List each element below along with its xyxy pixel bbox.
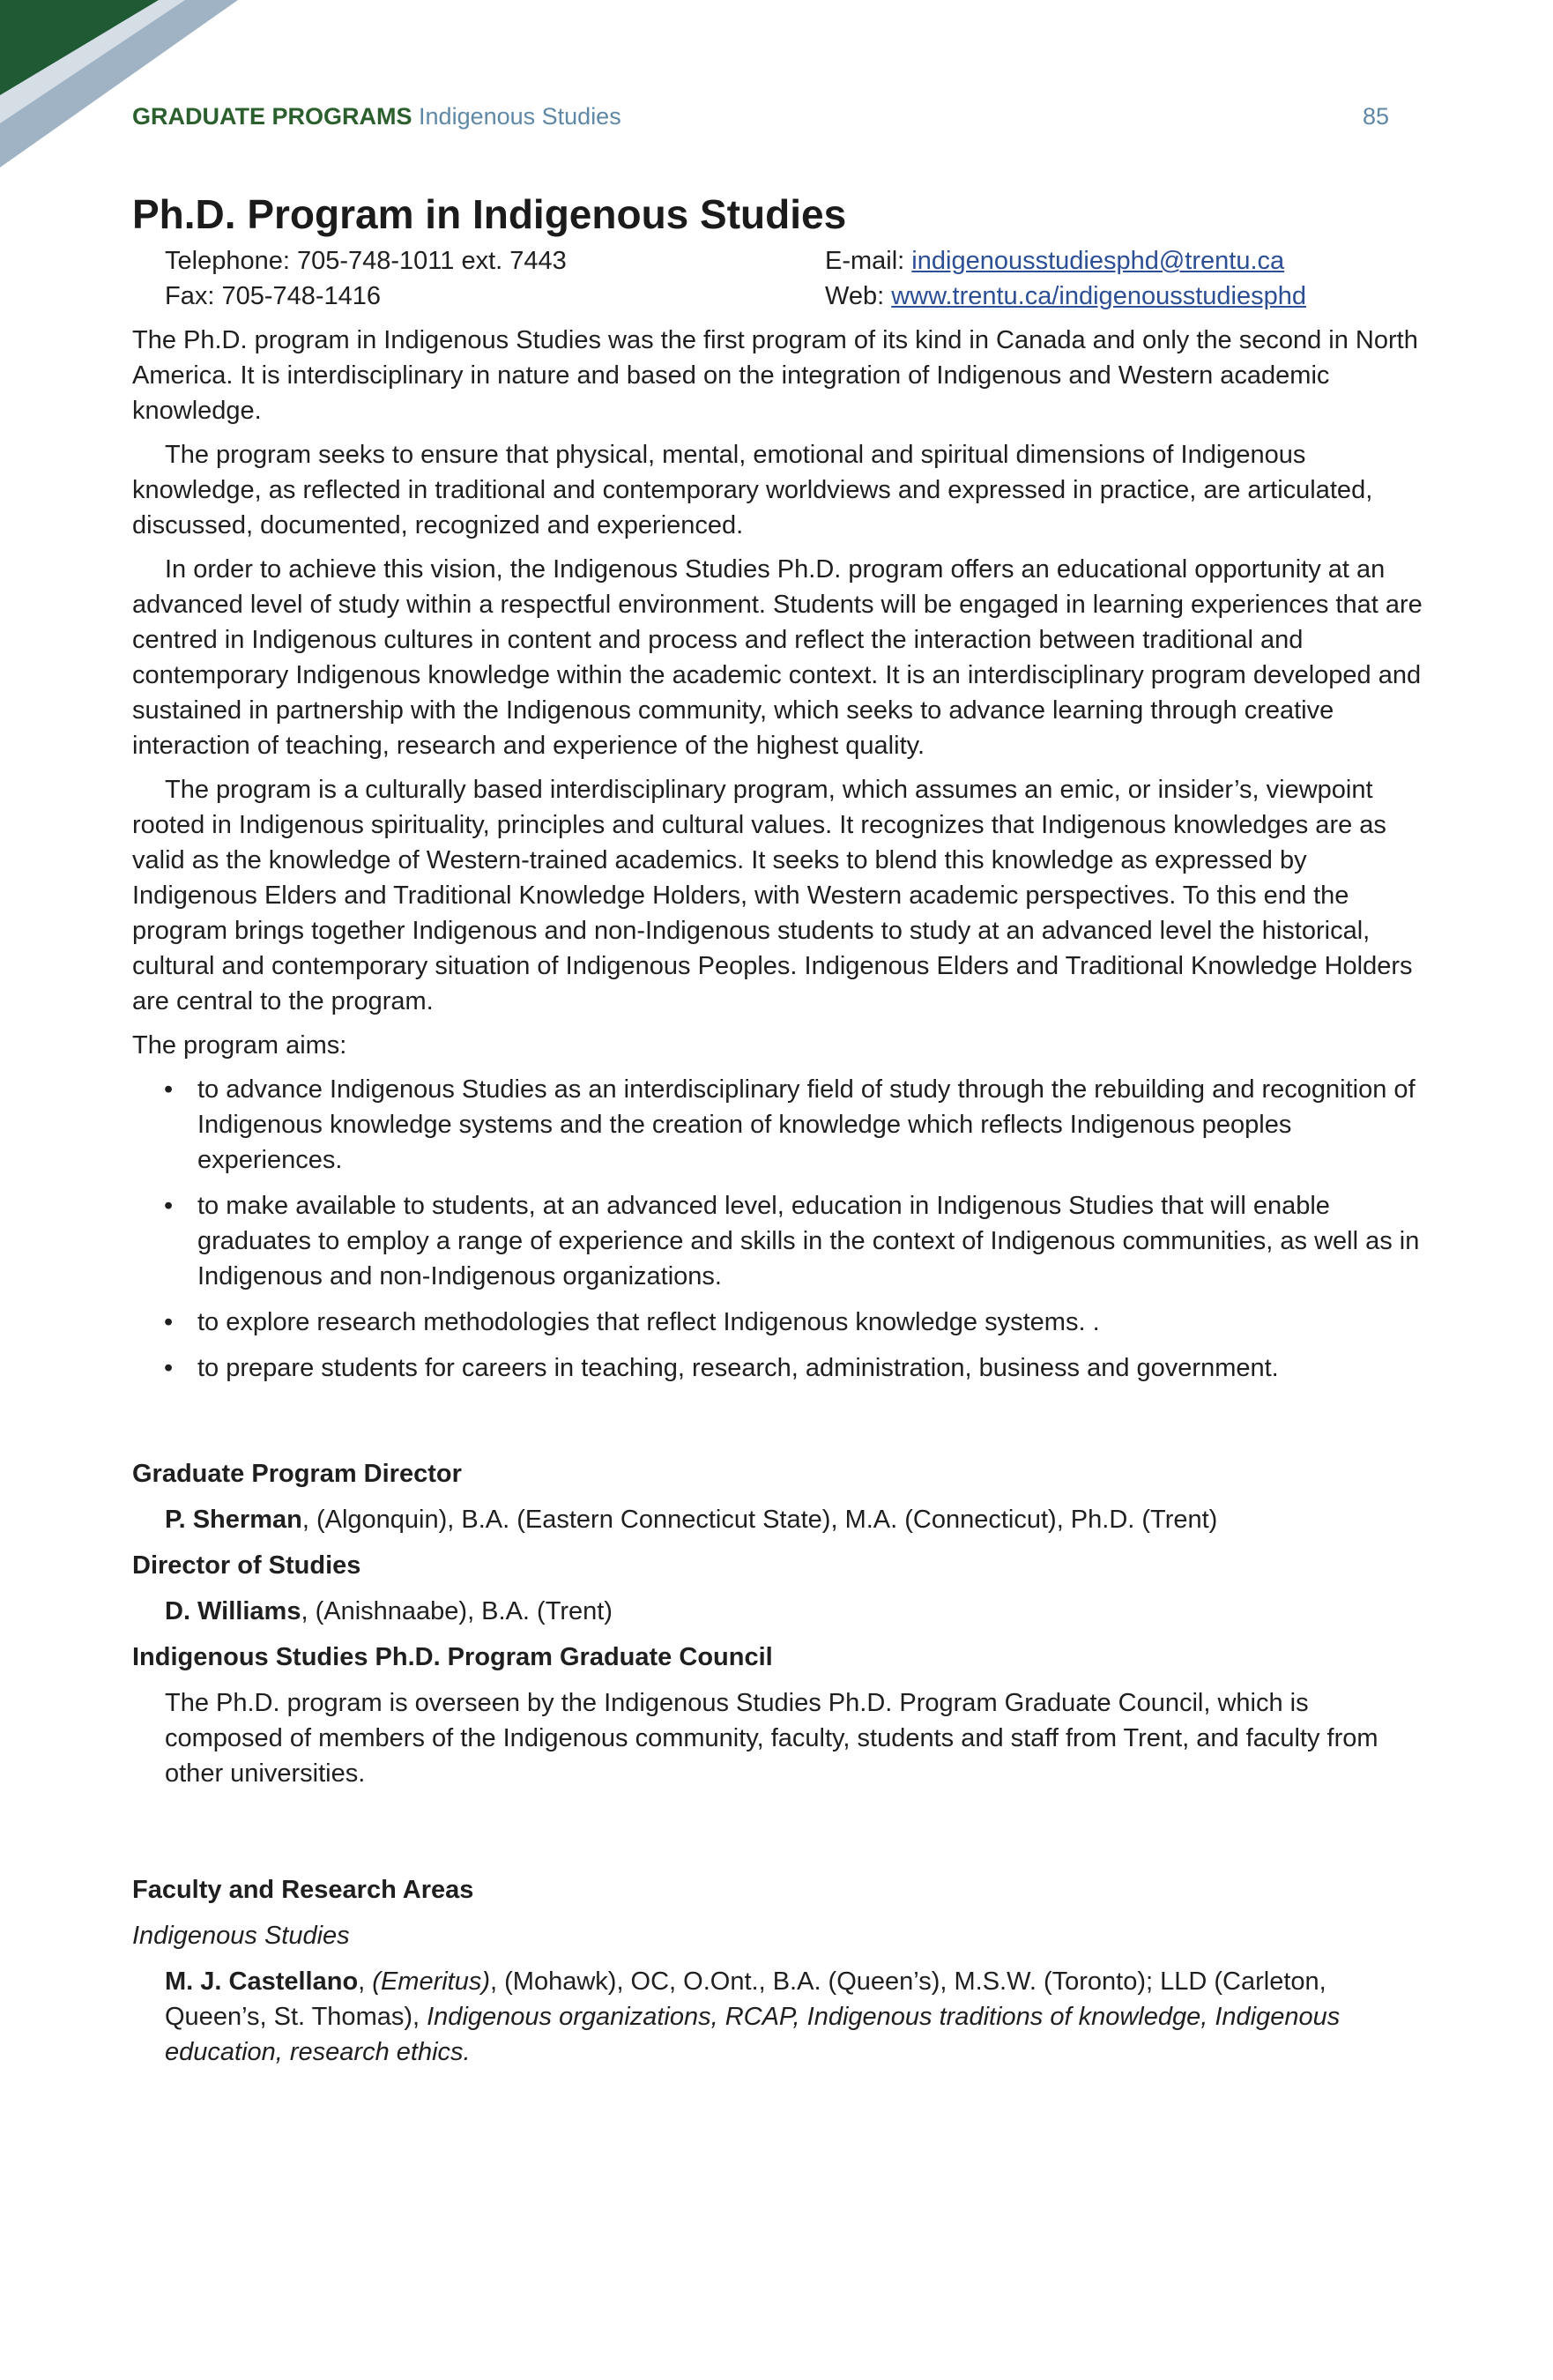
faculty-member-emeritus: (Emeritus) bbox=[372, 1967, 491, 1996]
fax: Fax: 705-748-1416 bbox=[165, 282, 382, 310]
director-heading: Graduate Program Director bbox=[132, 1460, 462, 1488]
list-item: • to prepare students for careers in teaching, research, administration, business and government. bbox=[132, 1350, 1428, 1386]
paragraph-culture: The program is a culturally based interdisciplinary program, which assumes an emic, or insider’s, viewpoint rooted in Indigenous spirituality, principles and cultural values. It recognizes that Indigenous knowledges are as valid as the knowledge of Western-trained academics. It seeks to blend this knowledge as expressed by Indigenous Elders and Traditional Knowledge Holders, with Western academic perspectives. To this end the program brings together Indigenous and non-Indigenous students to study at an advanced level the historical, cultural and contemporary situation of Indigenous Peoples. Indigenous Elders and Traditional Knowledge Holders are central to the program. bbox=[132, 776, 1413, 1015]
bullet-icon: • bbox=[164, 1192, 174, 1220]
main-content bbox=[132, 187, 1428, 2070]
intro-paragraph: The Ph.D. program in Indigenous Studies was the first program of its kind in Canada and only the second in North America. It is interdisciplinary in nature and based on the integration of Indigenous and Western academic knowledge. bbox=[132, 326, 1418, 425]
faculty-member-name: M. J. Castellano bbox=[165, 1967, 359, 1996]
email-link[interactable]: indigenousstudiesphd@trentu.ca bbox=[911, 247, 1285, 275]
council-text: The Ph.D. program is overseen by the Indigenous Studies Ph.D. Program Graduate Council, which is composed of members of the Indigenous community, faculty, students and staff from Trent, and faculty from other universities. bbox=[165, 1689, 1378, 1788]
aims-intro: The program aims: bbox=[132, 1031, 347, 1060]
director-entry bbox=[132, 1502, 1428, 1537]
running-header bbox=[132, 99, 1389, 134]
faculty-member-credentials: , (Mohawk), OC, O.Ont., B.A. (Queen’s), M.S.W. (Toronto); LLD (Carleton, Queen’s, St. Thomas), bbox=[165, 1967, 1326, 2031]
contact-block bbox=[132, 243, 1428, 314]
bullet-icon: • bbox=[164, 1075, 174, 1104]
studies-director-name: D. Williams bbox=[165, 1597, 301, 1625]
email-label: E-mail: bbox=[825, 247, 905, 275]
director-details: , (Algonquin), B.A. (Eastern Connecticut State), M.A. (Connecticut), Ph.D. (Trent) bbox=[301, 1506, 1218, 1534]
faculty-member-entry: M. J. Castellano, (Emeritus), (Mohawk), OC, O.Ont., B.A. (Queen’s), M.S.W. (Toronto); LLD (Carleton, Queen’s, St. Thomas), Indigenous organizations, RCAP, Indigenous traditions of knowledge, Indigenous education, research ethics. bbox=[165, 1967, 1341, 2066]
bullet-icon: • bbox=[164, 1354, 174, 1382]
studies-director-heading: Director of Studies bbox=[132, 1551, 361, 1580]
list-item: • to explore research methodologies that reflect Indigenous knowledge systems. . bbox=[132, 1305, 1428, 1340]
aims-list bbox=[132, 1072, 1428, 1386]
paragraph-dimensions: The program seeks to ensure that physical, mental, emotional and spiritual dimensions of Indigenous knowledge, as reflected in traditional and contemporary worldviews and expressed in practice, are articulated, discussed, documented, recognized and experienced. bbox=[132, 441, 1373, 539]
director-name: P. Sherman bbox=[165, 1506, 302, 1534]
studies-director-entry bbox=[132, 1594, 1428, 1629]
corner-decoration bbox=[0, 0, 238, 167]
studies-director-details: , (Anishnaabe), B.A. (Trent) bbox=[301, 1597, 613, 1625]
list-item: • to advance Indigenous Studies as an interdisciplinary field of study through the rebuilding and recognition of Indigenous knowledge systems and the creation of knowledge which reflects Indigenous peoples experiences. bbox=[132, 1072, 1428, 1178]
council-heading: Indigenous Studies Ph.D. Program Graduate Council bbox=[132, 1643, 773, 1671]
header-section: GRADUATE PROGRAMS bbox=[132, 103, 412, 130]
faculty-subheading: Indigenous Studies bbox=[132, 1922, 350, 1950]
page-title: Ph.D. Program in Indigenous Studies bbox=[132, 191, 847, 237]
header-subsection: Indigenous Studies bbox=[419, 103, 621, 130]
web-label: Web: bbox=[825, 282, 885, 310]
paragraph-vision: In order to achieve this vision, the Indigenous Studies Ph.D. program offers an educational opportunity at an advanced level of study within a respectful environment. Students will be engaged in learning experiences that are centred in Indigenous cultures in content and process and reflect the interaction between traditional and contemporary Indigenous knowledge within the academic context. It is an interdisciplinary program developed and sustained in partnership with the Indigenous community, which seeks to advance learning through creative interaction of teaching, research and experience of the highest quality. bbox=[132, 555, 1423, 760]
web-link[interactable]: www.trentu.ca/indigenousstudiesphd bbox=[891, 282, 1306, 310]
telephone: Telephone: 705-748-1011 ext. 7443 bbox=[165, 247, 567, 275]
page-number: 85 bbox=[1362, 103, 1389, 130]
bullet-icon: • bbox=[164, 1308, 174, 1336]
list-item: • to make available to students, at an advanced level, education in Indigenous Studies that will enable graduates to employ a range of experience and skills in the context of Indigenous communities, as well as in Indigenous and non-Indigenous organizations. bbox=[132, 1188, 1428, 1294]
faculty-member-areas: Indigenous organizations, RCAP, Indigenous traditions of knowledge, Indigenous education, research ethics. bbox=[165, 2003, 1341, 2066]
faculty-heading: Faculty and Research Areas bbox=[132, 1876, 474, 1904]
